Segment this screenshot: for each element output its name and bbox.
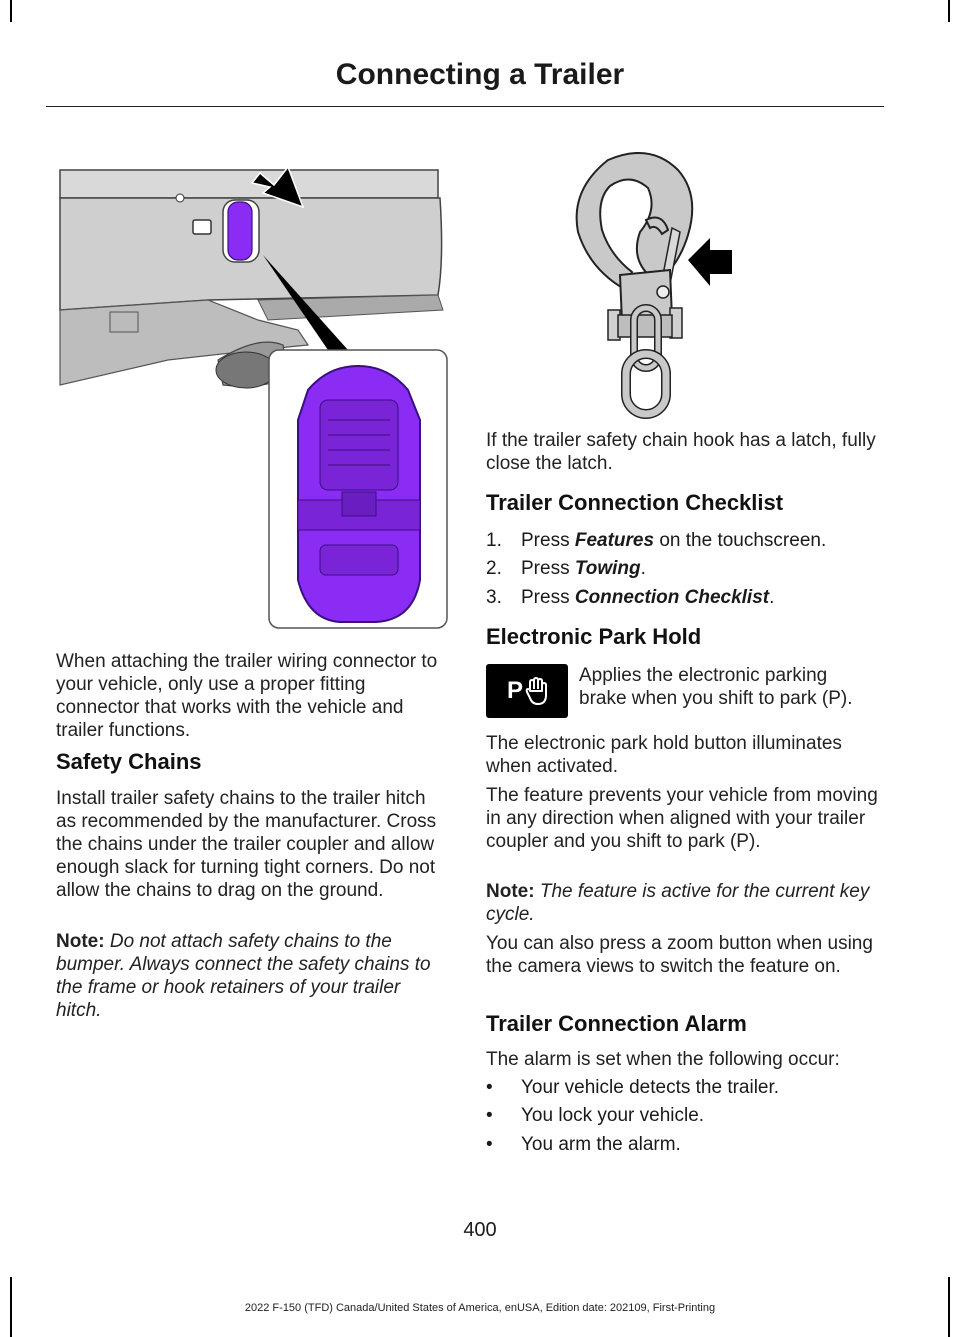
wiring-connector-paragraph: When attaching the trailer wiring connector to your vehicle, only use a proper fitting connector that works with the vehicle and trailer functions. bbox=[56, 651, 438, 741]
park-hold-heading: Electronic Park Hold bbox=[486, 624, 702, 649]
step-text bbox=[521, 586, 774, 609]
alarm-intro: The alarm is set when the following occur: bbox=[486, 1049, 840, 1070]
step-suffix: on the touchscreen. bbox=[654, 530, 827, 551]
step-suffix: . bbox=[640, 558, 646, 579]
step-emphasis: Towing bbox=[574, 558, 641, 579]
page-title: Connecting a Trailer bbox=[335, 58, 625, 91]
zoom-paragraph: You can also press a zoom button when using the camera views to switch the feature on. bbox=[486, 933, 873, 977]
bullet-icon: • bbox=[486, 1077, 493, 1098]
footer-edition-info: 2022 F-150 (TFD) Canada/United States of America, enUSA, Edition date: 202109, First-Printing bbox=[244, 1302, 716, 1314]
park-hold-icon bbox=[486, 664, 568, 718]
park-hold-note bbox=[486, 880, 878, 926]
safety-chains-heading: Safety Chains bbox=[56, 749, 202, 774]
park-hold-description: Applies the electronic parking brake when you shift to park (P). bbox=[579, 665, 853, 709]
crop-mark-top-left bbox=[0, 0, 12, 22]
note-text: The feature is active for the current key cycle. bbox=[486, 881, 870, 925]
latch-paragraph: If the trailer safety chain hook has a latch, fully close the latch. bbox=[486, 430, 876, 474]
step-emphasis: Connection Checklist bbox=[574, 587, 770, 608]
safety-chain-hook-illustration bbox=[570, 150, 740, 420]
checklist-step bbox=[486, 557, 878, 580]
step-text bbox=[521, 557, 646, 580]
hand-icon bbox=[525, 677, 547, 705]
note-label: Note: bbox=[486, 881, 535, 902]
step-number: 1. bbox=[486, 530, 502, 551]
prevents-paragraph: The feature prevents your vehicle from moving in any direction when aligned with your trailer coupler and you shift to park (P). bbox=[486, 785, 878, 852]
step-number: 2. bbox=[486, 558, 502, 579]
checklist-step bbox=[486, 529, 878, 552]
alarm-condition-item bbox=[486, 1104, 878, 1127]
page-number: 400 bbox=[463, 1219, 497, 1241]
bullet-icon: • bbox=[486, 1105, 493, 1126]
connection-alarm-heading: Trailer Connection Alarm bbox=[486, 1011, 747, 1036]
checklist-step bbox=[486, 586, 878, 609]
step-prefix: Press bbox=[521, 558, 575, 579]
park-hold-row bbox=[486, 664, 878, 720]
title-divider bbox=[46, 106, 884, 107]
arrow-pointer-icon bbox=[688, 238, 732, 286]
alarm-condition-text: You arm the alarm. bbox=[521, 1134, 681, 1155]
step-emphasis: Features bbox=[574, 530, 655, 551]
step-text bbox=[521, 529, 826, 552]
park-hold-icon-letter: P bbox=[506, 677, 523, 704]
crop-mark-top-right bbox=[948, 0, 960, 22]
connection-checklist-heading: Trailer Connection Checklist bbox=[486, 490, 784, 515]
safety-chains-note bbox=[56, 930, 448, 1022]
trailer-connector-illustration bbox=[58, 160, 452, 630]
alarm-condition-item bbox=[486, 1076, 878, 1099]
illuminates-paragraph: The electronic park hold button illuminates when activated. bbox=[486, 733, 842, 777]
alarm-condition-text: Your vehicle detects the trailer. bbox=[521, 1077, 780, 1098]
step-prefix: Press bbox=[521, 587, 575, 608]
step-prefix: Press bbox=[521, 530, 575, 551]
note-label: Note: bbox=[56, 931, 105, 952]
step-suffix: . bbox=[769, 587, 775, 608]
alarm-condition-text: You lock your vehicle. bbox=[521, 1105, 705, 1126]
bullet-icon: • bbox=[486, 1134, 493, 1155]
alarm-condition-item bbox=[486, 1133, 878, 1156]
safety-chains-paragraph: Install trailer safety chains to the trailer hitch as recommended by the manufacturer. Cross the chains under the trailer coupler and allow enough slack for turning tight corners. Do not allow the chains to drag on the ground. bbox=[56, 788, 437, 901]
step-number: 3. bbox=[486, 587, 502, 608]
note-text: Do not attach safety chains to the bumper. Always connect the safety chains to the frame or hook retainers of your trailer hitch. bbox=[56, 931, 431, 1021]
